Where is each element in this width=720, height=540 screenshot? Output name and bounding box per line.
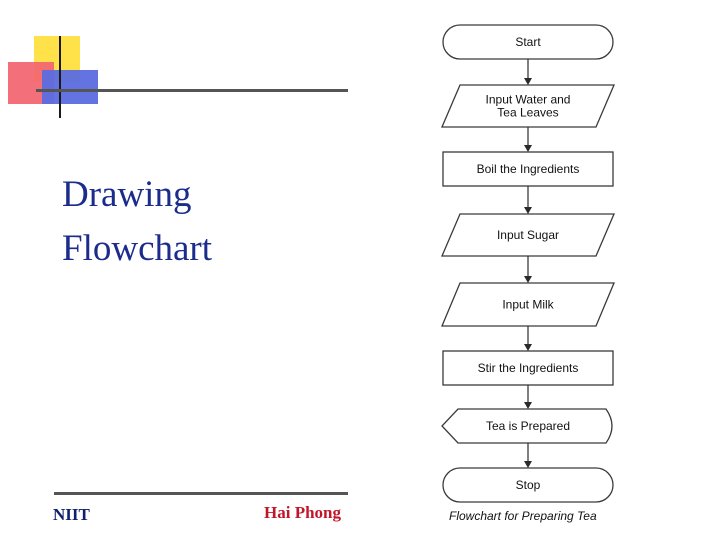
slide-title-line-1: Drawing [62,174,192,215]
connector-start-arrowhead [524,78,532,85]
node-stir-label: Stir the Ingredients [477,361,579,375]
decor-bottom-rule [54,492,348,495]
decor-blue-square [42,70,98,104]
node-start-label: Start [515,35,541,49]
footer-org-label: NIIT [53,505,90,524]
connector-stir-arrowhead [524,402,532,409]
node-input-milk-label: Input Milk [502,297,554,312]
connector-input-sugar-arrowhead [524,276,532,283]
connector-prepared-arrowhead [524,461,532,468]
node-input-water-label: Tea Leaves [497,105,559,120]
node-stop-label: Stop [515,478,541,492]
flowchart-caption: Flowchart for Preparing Tea [449,509,597,523]
node-input-water-label: Input Water and [485,92,571,107]
tea-flowchart [432,18,632,506]
node-prepared-label: Tea is Prepared [485,419,571,433]
connector-boil-arrowhead [524,207,532,214]
connector-input-water-arrowhead [524,145,532,152]
decor-top-rule [36,89,348,92]
node-boil-label: Boil the Ingredients [476,162,580,176]
decor-vertical-line [59,36,61,118]
node-input-sugar-label: Input Sugar [496,228,560,242]
slide-title-line-2: Flowchart [62,228,213,269]
connector-input-milk-arrowhead [524,344,532,351]
footer-location-clip [264,503,348,529]
slide-title [62,168,322,276]
footer-location-label: Hai Phong [264,503,341,522]
